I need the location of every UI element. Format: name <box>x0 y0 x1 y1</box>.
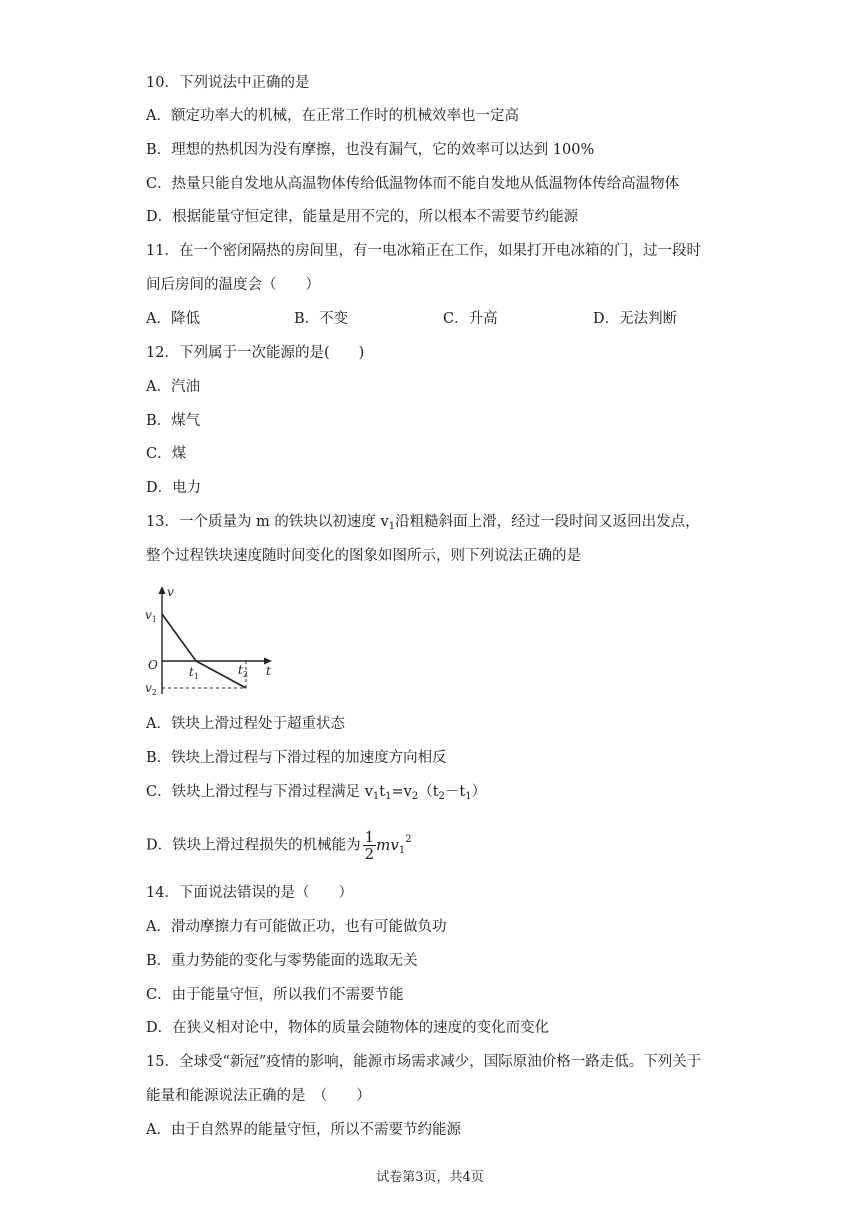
q11-option-c: C．升高 <box>443 311 498 327</box>
q11-stem-line2: 间后房间的温度会（ ） <box>146 277 320 293</box>
q13-option-d: D．铁块上滑过程损失的机械能为 $\frac{1}{2}$ $mv_1^2$ <box>146 828 412 863</box>
q10-option-c: C．热量只能自发地从高温物体传给低温物体而不能自发地从低温物体传给高温物体 <box>146 176 680 192</box>
q14-option-b: B．重力势能的变化与零势能面的选取无关 <box>146 953 418 969</box>
q13-option-b: B．铁块上滑过程与下滑过程的加速度方向相反 <box>146 750 447 766</box>
q14-option-a: A．滑动摩擦力有可能做正功，也有可能做负功 <box>146 919 447 935</box>
v-axis-arrow <box>159 586 166 594</box>
t1-label: $t_1$ <box>189 665 199 681</box>
q10-option-b: B．理想的热机因为没有摩擦，也没有漏气，它的效率可以达到 100% <box>146 142 595 158</box>
velocity-time-graph <box>140 584 280 696</box>
page-footer: 试卷第3页，共4页 <box>376 1170 484 1185</box>
q11-option-a: A．降低 <box>146 311 200 327</box>
q12-option-d: D．电力 <box>146 480 202 496</box>
one-half-fraction: $\frac{1}{2}$ <box>364 828 375 863</box>
q13-stem-line1: 13．一个质量为 m 的铁块以初速度 $v_1$沿粗糙斜面上滑，经过一段时间又返回出发点， <box>146 514 700 532</box>
q14-option-c: C．由于能量守恒，所以我们不需要节能 <box>146 987 404 1003</box>
q12-option-a: A．汽油 <box>146 379 200 395</box>
q12-stem: 12．下列属于一次能源的是( ) <box>146 345 365 361</box>
v1-label: $v_1$ <box>145 608 157 624</box>
q15-option-a: A．由于自然界的能量守恒，所以不需要节约能源 <box>146 1122 461 1138</box>
v-axis-label: v <box>167 585 174 599</box>
q10-stem: 10．下列说法中正确的是 <box>146 75 310 91</box>
q12-option-b: B．煤气 <box>146 413 201 429</box>
q10-option-d: D．根据能量守恒定律，能量是用不完的，所以根本不需要节约能源 <box>146 209 579 225</box>
q13-stem-line2: 整个过程铁块速度随时间变化的图象如图所示，则下列说法正确的是 <box>146 548 581 564</box>
t-axis-label: t <box>266 664 271 678</box>
q11-stem-line1: 11．在一个密闭隔热的房间里，有一电冰箱正在工作，如果打开电冰箱的门，过一段时 <box>146 243 701 259</box>
q11-option-d: D．无法判断 <box>593 311 678 327</box>
q14-stem: 14．下面说法错误的是（ ） <box>146 885 353 901</box>
q10-option-a: A．额定功率大的机械，在正常工作时的机械效率也一定高 <box>146 108 519 124</box>
q15-stem-line1: 15．全球受“新冠”疫情的影响，能源市场需求减少，国际原油价格一路走低。下列关于 <box>146 1054 702 1070</box>
q11-options <box>146 309 746 329</box>
q13-option-c: C．铁块上滑过程与下滑过程满足 $v_1t_1=v_2(t_2-t_1)$ <box>146 784 487 802</box>
q11-option-b: B．不变 <box>294 311 349 327</box>
origin-label: O <box>148 658 158 672</box>
q13-option-a: A．铁块上滑过程处于超重状态 <box>146 716 345 732</box>
v2-label: $v_2$ <box>145 681 157 696</box>
q15-stem-line2: 能量和能源说法正确的是 （ ） <box>146 1088 371 1104</box>
t2-label: $t_2$ <box>238 663 248 679</box>
upslide-segment <box>162 614 196 661</box>
q12-option-c: C．煤 <box>146 446 187 462</box>
q14-option-d: D．在狭义相对论中，物体的质量会随物体的速度的变化而变化 <box>146 1020 550 1036</box>
